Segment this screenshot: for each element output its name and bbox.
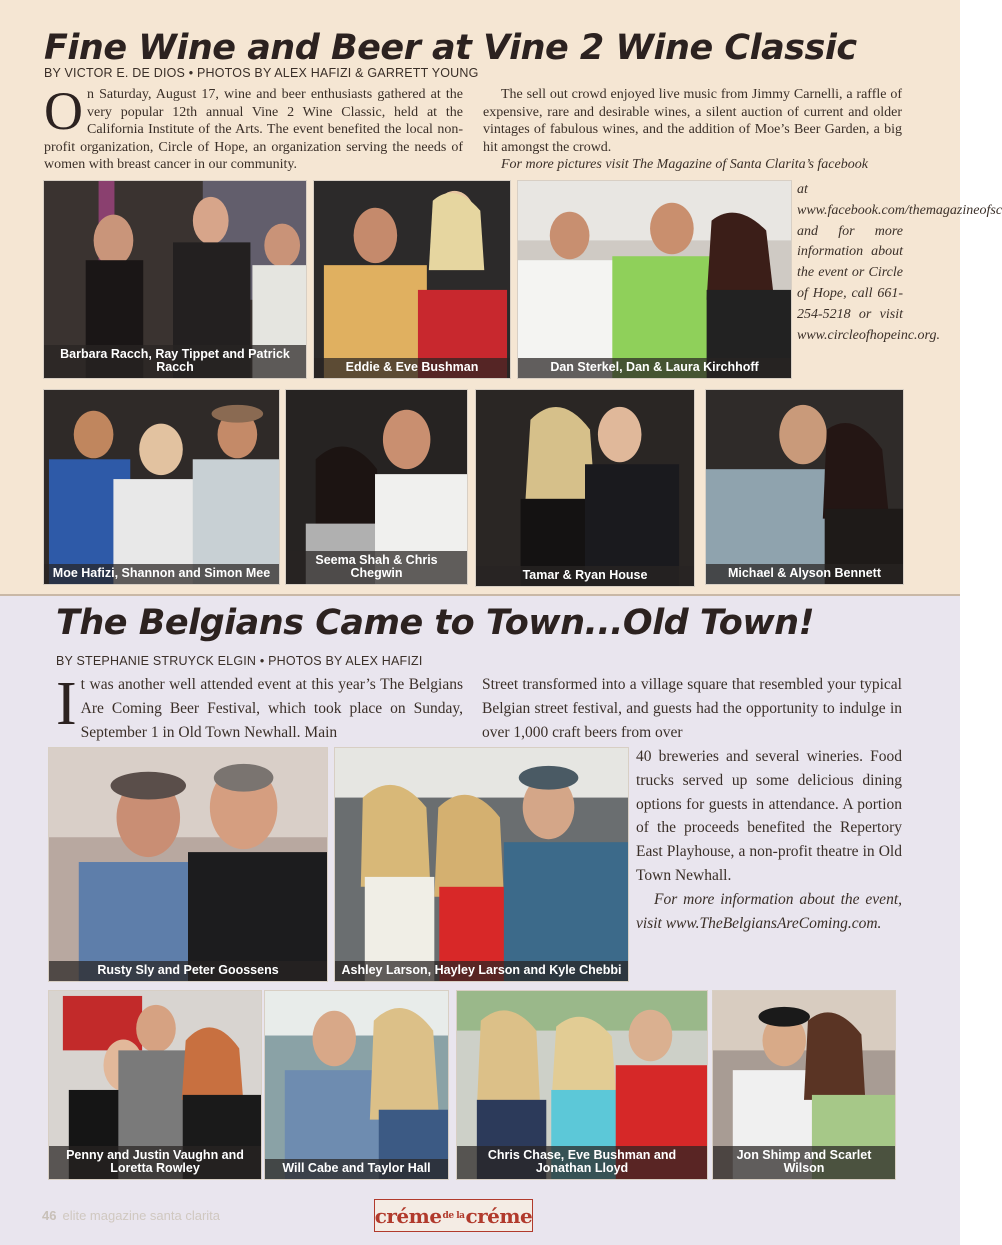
photo-bennett (705, 389, 904, 585)
page-footer (42, 1208, 220, 1223)
article-2-col-2: Street transformed into a village square that resembled your typical Belgian street festival, and guests had the opportunity to indulge in over 1,000 craft beers from over (482, 676, 902, 741)
article-1-body-2: The sell out crowd enjoyed live music from Jimmy Carnelli, a raffle of expensive, rare and desirable wines, a silent auction of current and older vintages of fabulous wines, and the addition of Moe’s Beer Garden, a big hit amongst the crowd. (483, 87, 902, 155)
photo-shimp-wilson (712, 990, 896, 1180)
article-1-col-1 (44, 81, 463, 174)
photo-image (706, 390, 903, 584)
article-1-more-info: at www.facebook.com/themagazineofsc and for more information about the event or Circle of Hope, call 661-254-5218 or visit www.circleofhopeinc.org. (797, 182, 1002, 343)
photo-shah-chegwin (285, 389, 468, 585)
article-1-body-1: n Saturday, August 17, wine and beer enthusiasts gathered at the very popular 12th annual Vine 2 Wine Classic, held at the California Institute of the Arts. The event benefited the local non-profit organization, Circle of Hope, an organization serving the needs of women with breast cancer in our community. (44, 87, 463, 173)
article-2-title: The Belgians Came to Town...Old Town! (56, 603, 815, 643)
photo-image (518, 181, 791, 378)
photo-bushman (313, 180, 511, 379)
photo-caption: Seema Shah & Chris Chegwin (286, 551, 467, 584)
photo-larson-chebbi (334, 747, 629, 982)
photo-chase-bushman-lloyd (456, 990, 708, 1180)
photo-image (476, 390, 694, 586)
article-1-dropcap: O (44, 81, 83, 141)
article-2-col-3 (636, 745, 902, 935)
photo-caption: Rusty Sly and Peter Goossens (49, 961, 327, 981)
article-2-body-3: 40 breweries and several wineries. Food trucks served up some delicious dining options for guests in attendance. A portion of the proceeds benefited the Repertory East Playhouse, a non-profit theatre in Old Town Newhall. (636, 748, 902, 884)
photo-cabe-hall (264, 990, 449, 1180)
photo-hafizi-mee (43, 389, 280, 585)
photo-image (335, 748, 628, 981)
logo-mid: de la (442, 1210, 465, 1221)
photo-vaughn-rowley (48, 990, 262, 1180)
article-2-body-1: t was another well attended event at this year’s The Belgians Are Coming Beer Festival, which took place on Sunday, September 1 in Old Town Newhall. Main (80, 676, 463, 741)
article-2-more-info: For more information about the event, visit www.TheBelgiansAreComing.com. (636, 890, 902, 932)
photo-caption: Will Cabe and Taylor Hall (265, 1159, 448, 1179)
photo-house (475, 389, 695, 587)
article-1-byline: BY VICTOR E. DE DIOS • PHOTOS BY ALEX HAFIZI & GARRETT YOUNG (44, 66, 479, 80)
photo-image (49, 748, 327, 981)
photo-sterkel-kirchhoff (517, 180, 792, 379)
article-1-more-lead: For more pictures visit The Magazine of Santa Clarita’s facebook (501, 157, 868, 173)
photo-image (314, 181, 510, 378)
creme-de-la-creme-logo (374, 1199, 533, 1232)
section-divider (0, 594, 960, 596)
logo-left: créme (374, 1203, 442, 1228)
photo-image (265, 991, 448, 1179)
photo-caption: Chris Chase, Eve Bushman and Jonathan Lloyd (457, 1146, 707, 1179)
photo-caption: Jon Shimp and Scarlet Wilson (713, 1146, 895, 1179)
article-2-byline: BY STEPHANIE STRUYCK ELGIN • PHOTOS BY ALEX HAFIZI (56, 654, 423, 668)
photo-caption: Penny and Justin Vaughn and Loretta Rowley (49, 1146, 261, 1179)
page-number: 46 (42, 1208, 57, 1223)
article-1-col-2 (483, 86, 902, 174)
photo-caption: Barbara Racch, Ray Tippet and Patrick Racch (44, 345, 306, 378)
article-2-dropcap: I (56, 670, 77, 738)
photo-image (44, 390, 279, 584)
photo-caption: Ashley Larson, Hayley Larson and Kyle Chebbi (335, 961, 628, 981)
photo-caption: Moe Hafizi, Shannon and Simon Mee (44, 564, 279, 584)
photo-racch-tippet (43, 180, 307, 379)
photo-sly-goossens (48, 747, 328, 982)
photo-caption: Eddie & Eve Bushman (314, 358, 510, 378)
logo-right: créme (465, 1203, 533, 1228)
photo-caption: Tamar & Ryan House (476, 566, 694, 586)
article-2-col-1 (56, 670, 463, 744)
photo-caption: Michael & Alyson Bennett (706, 564, 903, 584)
magazine-name: elite magazine santa clarita (62, 1208, 220, 1223)
article-1-title: Fine Wine and Beer at Vine 2 Wine Classic (44, 28, 857, 68)
photo-caption: Dan Sterkel, Dan & Laura Kirchhoff (518, 358, 791, 378)
